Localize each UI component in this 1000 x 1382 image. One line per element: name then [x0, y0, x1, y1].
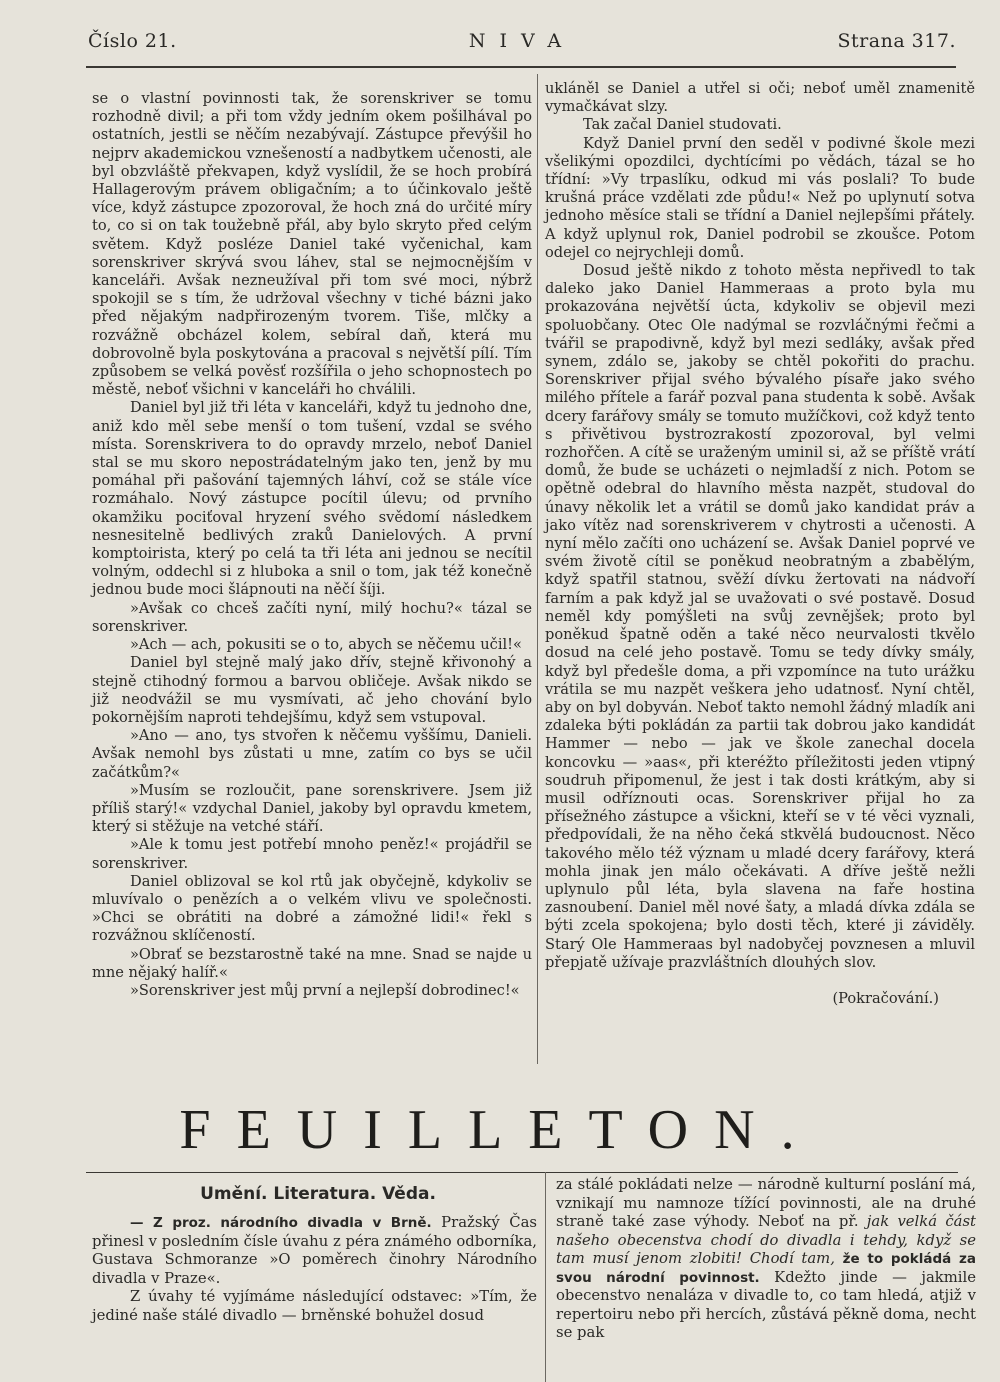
- paragraph: Tak začal Daniel studovati.: [583, 116, 782, 134]
- column-divider: [537, 74, 538, 1064]
- issue-number: Číslo 21.: [88, 30, 177, 52]
- paragraph: Daniel byl již tři léta v kanceláři, když tu jednoho dne, aniž kdo měl sebe menší o tom tušení, vzdal se svého místa. Sorenskrivera to do opravdy mrzelo, neboť Daniel stal se mu skoro nepostrádatelným jako ten, jenž by mu pomáhal při pašování tajemných láhví, což se stále více rozmáhalo. Nový zástupce pocítil úlevu; od prvního okamžiku pociťoval hryzení svého svědomí následkem nesnesitelně bedlivých zraků Danielových. A první komptoirista, který po celá ta tři léta ani jednou se necítil volným, oddechl si z hluboka a snil o tom, jak též konečně jednou bude moci šlápnouti na něčí šíji.: [92, 399, 532, 599]
- lead-text: Pražský Čas přinesl v posledním čísle úvahu z péra známého odborníka, Gustava Schmoranze »O poměrech činohry Národního divadla v Praze«.: [92, 1214, 537, 1287]
- paragraph: »Ale k tomu jest potřebí mnoho peněz!« projádřil se sorenskriver.: [92, 836, 532, 872]
- feuilleton-column-divider: [545, 1172, 546, 1382]
- paragraph: »Ach — ach, pokusiti se o to, abych se něčemu učil!«: [130, 636, 522, 654]
- page-header: [88, 30, 956, 60]
- section-heading: Umění. Literatura. Věda.: [200, 1184, 436, 1204]
- paragraph: Daniel oblizoval se kol rtů jak obyčejně, kdykoliv se mluvívalo o penězích a o velkém vlivu ve společnosti. »Chci se obrátiti na dobré a zámožné lidi!« řekl s rozvážnou sklíčeností.: [92, 872, 532, 945]
- feuilleton-left-column: [92, 1214, 537, 1325]
- paragraph: Když Daniel první den seděl v podivné škole mezi všelikými opozdilci, dychtícími po vědách, tázal se ho třídní: »Vy trpaslíku, odkud mi vás poslali? To bude krušná práce vzdělati zde půdu!« Než po uplynutí sotva jednoho měsíce stali se třídní a Daniel nejlepšími přátely. A když uplynul rok, Daniel podrobil se zkoušce. Potom odejel co nejrychleji domů.: [545, 134, 975, 261]
- paragraph: ukláněl se Daniel a utřel si oči; neboť uměl znamenitě vymačkávat slzy.: [545, 80, 975, 116]
- paragraph: Z úvahy té vyjímáme následující odstavec: »Tím, že jediné naše stálé divadlo — brněnské bohužel dosud: [92, 1288, 537, 1324]
- paragraph: »Sorenskriver jest můj první a nejlepší dobrodinec!«: [130, 981, 520, 999]
- feuilleton-title: FEUILLETON.: [179, 1099, 821, 1161]
- feuilleton-right-column: [556, 1176, 976, 1343]
- lead-paragraph: [92, 1214, 537, 1288]
- paragraph: se o vlastní povinnosti tak, že sorenskriver se tomu rozhodně divil; a při tom vždy jedním okem pošilhával po ostatních, jestli se něčím nezabývají. Zástupce převýšil ho nejprv akademickou vznešeností a nadbytkem učenosti, ale byl obzvláště překvapen, když vyslídil, že se hoch probírá Hallagerovým právem obligačním; a to účinkovalo ještě více, když zástupce zpozoroval, že hoch zná do určité míry to, co si on tak toužebně přál, aby bylo skryto před celým světem. Když posléze Daniel také vyčenichal, kam sorenskriver skrývá svou láhev, stal se nejmocnějším v kanceláři. Avšak nezneužíval při tom své moci, nýbrž spokojil se s tím, že udržoval všechny v tiché bázni jako před nějakým nadpřirozeným tvorem. Tiše, mlčky a rozvážně obcházel kolem, sebíral daň, která mu dobrovolně byla poskytována a pracoval s největší pílí. Tím způsobem se velká pověsť rozšířila o jeho schopnostech po městě, neboť všichni v kanceláři ho chválili.: [92, 90, 532, 399]
- paragraph: »Ano — ano, tys stvořen k něčemu vyššímu, Danieli. Avšak nemohl bys zůstati u mne, zatím co bys se učil začátkům?«: [92, 727, 532, 781]
- paragraph: »Avšak co chceš začíti nyní, milý hochu?« tázal se sorenskriver.: [92, 599, 532, 635]
- right-column: [545, 80, 975, 1008]
- paragraph: »Obrať se bezstarostně také na mne. Snad se najde u mne nějaký halíř.«: [92, 945, 532, 981]
- paragraph: Daniel byl stejně malý jako dřív, stejně křivonohý a stejně ctihodný formou a barvou obličeje. Avšak nikdo se již neodvážil se mu vysmívati, ač jeho chování bylo pokornějším naproti tehdejšímu, když sem vstupoval.: [92, 654, 532, 726]
- italic-text: jak velká část našeho obecenstva chodí do divadla i tehdy, když se tam musí jenom zlobiti! Chodí tam,: [556, 1213, 976, 1267]
- paragraph: Dosud ještě nikdo z tohoto města nepřivedl to tak daleko jako Daniel Hammeraas a proto byla mu prokazována největší úcta, kdykoliv se objevil mezi spoluobčany. Otec Ole nadýmal se rozvláčnými řečmi a tvářil se prapodivně, když byl mezi sedláky, avšak před synem, zdálo se, jakoby se chtěl pokořiti do prachu. Sorenskriver přijal svého bývalého písaře jako svého milého přítele a farář pozval pana studenta k sobě. Avšak dcery farářovy smály se tomuto mužíčkovi, což když tento s přivětivou bystrozrakostí zpozoroval, byl velmi rozhořčen. A cítě se uraženým uminil si, až se příště vrátí domů, že bude se ucházeti o nejmladší z nich. Potom se opětně odebral do hlavního města nazpět, studoval do únavy několik let a vrátil se domů jako kandidat práv a jako vítěz nad sorenskriverem v chytrosti a učenosti. A nyní mělo začíti ono ucházení se. Avšak Daniel poprvé ve svém životě cítil se poněkud neobratným a zbabělým, když spatřil statnou, svěží dívku žertovati na nádvoří farním a pak když jal se uvažovati o své postavě. Dosud neměl kdy pomýšleti na svůj zevnějšek; proto byl poněkud špatně oděn a také něco neurvalosti tkvělo dosud na celé jeho postavě. Tomu se tedy dívky smály, když byl předešle doma, a při vzpomínce na tuto urážku vrátila se mu nazpět veškera jeho udatnosť. Nyní chtěl, aby on byl dobyván. Neboť takto nemohl žádný mladík ani zdaleka býti pokládán za partii tak dobrou jako kandidát Hammer — nebo — jak ve škole zanechal docela koncovku — »aas«, při kteréžto příležitosti jeden vtipný soudruh připomenul, že jest i tak dosti krátkým, aby si musil odříznouti ocas. Sorenskriver přijal ho za přísežného zástupce a všickni, kteří se v té věci vyznali, předpovídali, že na něho čeká stkvělá budoucnost. Něco takového mělo též význam u mladé dcery farářovy, která mohla jinak jen málo očekávati. A dříve ještě nežli uplynulo půl léta, byla slavena na faře hostina zasnoubení. Daniel měl nové šaty, a mladá dívka zdála se býti zcela spokojena; bylo dosti těch, které ji záviděly. Starý Ole Hammeraas byl nadobyčej povznesen a mluvil přepjatě užívaje prazvláštních dlouhých slov.: [545, 262, 975, 971]
- text-run: za stálé pokládati nelze — národně kulturní poslání má, vznikají mu namnoze tížící povinnosti, ale na druhé straně také zase výhody. Neboť na př.: [556, 1176, 976, 1230]
- bold-text: že to pokládá za svou národní povinnost.: [556, 1251, 976, 1286]
- lead-title: — Z proz. národního divadla v Brně.: [130, 1215, 432, 1231]
- page-number: Strana 317.: [837, 30, 956, 52]
- text-run: Kdežto jinde — jakmile obecenstvo nenaláza v divadle to, co tam hledá, atjiž v repertoiru nebo při hercích, zůstává pěkně doma, necht se pak: [556, 1268, 976, 1341]
- continuation-note: (Pokračování.): [832, 989, 939, 1007]
- paragraph: »Musím se rozloučit, pane sorenskrivere. Jsem již příliš starý!« vzdychal Daniel, jakoby byl opravdu kmetem, který si stěžuje na vetché stáří.: [92, 781, 532, 836]
- feuilleton-rule: [86, 1172, 958, 1173]
- left-column: [92, 90, 532, 1000]
- journal-name: NIVA: [468, 30, 576, 52]
- header-rule: [86, 66, 956, 68]
- paragraph: [556, 1176, 976, 1343]
